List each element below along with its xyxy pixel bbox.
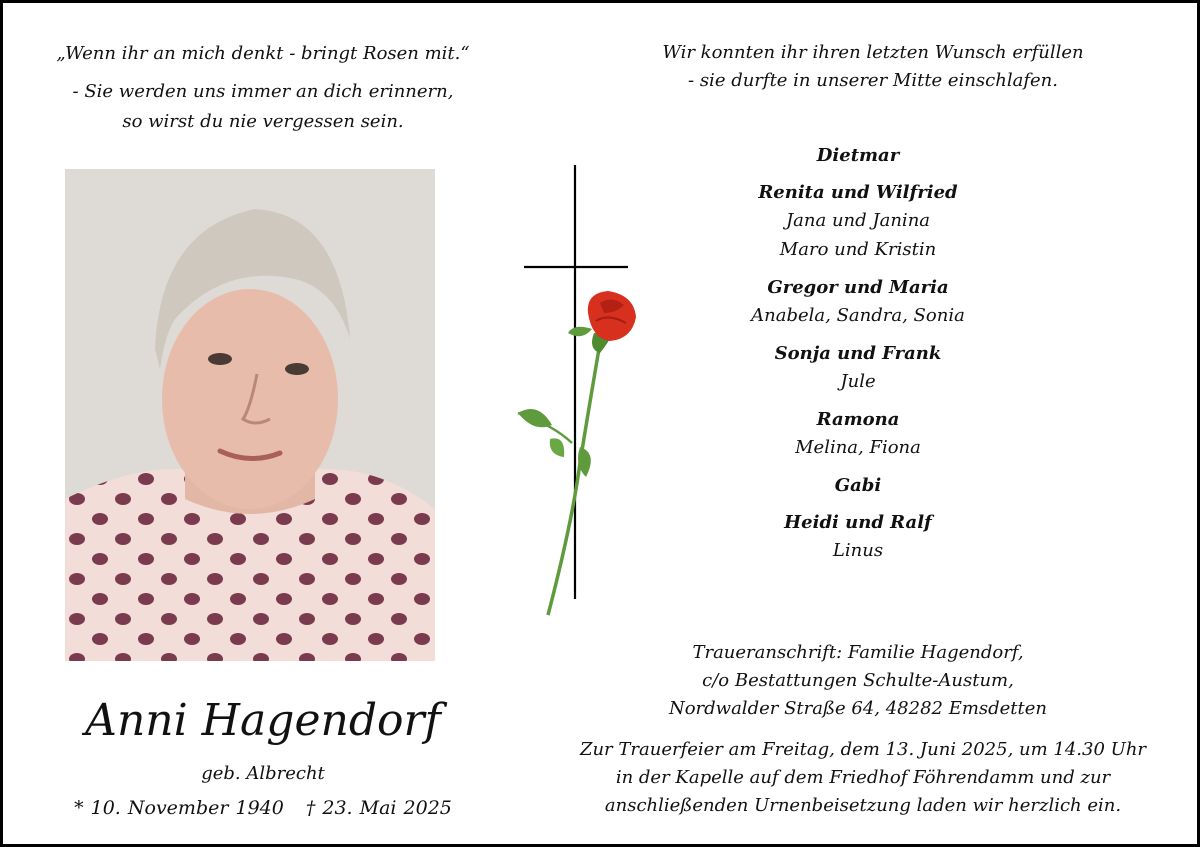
family-sub: Jule (840, 371, 876, 392)
birth-date: * 10. November 1940 (74, 797, 284, 819)
left-quote-line-3: so wirst du nie vergessen sein. (122, 111, 404, 132)
mourning-address (613, 639, 1103, 723)
family-sub: Melina, Fiona (795, 437, 921, 458)
address-line-2: c/o Bestattungen Schulte-Austum, (702, 670, 1014, 691)
family-sub: Linus (832, 540, 884, 561)
left-quote-line-2: - Sie werden uns immer an dich erinnern, (72, 81, 454, 102)
address-line-3: Nordwalder Straße 64, 48282 Emsdetten (668, 698, 1048, 719)
address-line-1: Traueranschrift: Familie Hagendorf, (692, 642, 1024, 663)
maiden-name: geb. Albrecht (201, 763, 325, 784)
life-dates (23, 795, 503, 821)
family-group (708, 473, 1008, 499)
family-names: Sonja und Frank (774, 343, 942, 364)
right-quote (623, 39, 1123, 95)
family-sub: Anabela, Sandra, Sonia (751, 305, 965, 326)
cross-with-rose (508, 163, 648, 623)
family-group (708, 180, 1008, 264)
family-sub: Maro und Kristin (779, 239, 937, 260)
rose-leaf (568, 327, 592, 336)
family-group (708, 510, 1008, 565)
family-group (708, 407, 1008, 462)
deceased-name: Anni Hagendorf (85, 695, 441, 746)
family-names: Ramona (816, 409, 900, 430)
family-names: Dietmar (816, 145, 900, 166)
family-group (708, 143, 1008, 169)
right-quote-line-1: Wir konnten ihr ihren letzten Wunsch erfüllen (662, 42, 1084, 63)
family-list (708, 143, 1008, 576)
rose-leaf (550, 438, 564, 457)
family-names: Gregor und Maria (767, 277, 949, 298)
family-sub: Jana und Janina (785, 210, 931, 231)
rose-leaf (518, 409, 552, 427)
ceremony-line-1: Zur Trauerfeier am Freitag, dem 13. Juni 2025, um 14.30 Uhr (579, 739, 1147, 760)
ceremony-invitation (533, 736, 1193, 820)
family-group (708, 275, 1008, 330)
ceremony-line-2: in der Kapelle auf dem Friedhof Föhrendamm und zur (615, 767, 1111, 788)
family-names: Renita und Wilfried (758, 182, 958, 203)
left-quote (23, 41, 503, 137)
right-quote-line-2: - sie durfte in unserer Mitte einschlafen. (688, 70, 1058, 91)
family-group (708, 341, 1008, 396)
ceremony-line-3: anschließenden Urnenbeisetzung laden wir herzlich ein. (604, 795, 1122, 816)
family-names: Gabi (834, 475, 882, 496)
death-date: † 23. Mai 2025 (305, 797, 452, 819)
left-quote-line-1: „Wenn ihr an mich denkt - bringt Rosen mit.“ (56, 43, 470, 64)
portrait-photo (65, 169, 435, 661)
family-names: Heidi und Ralf (784, 512, 932, 533)
